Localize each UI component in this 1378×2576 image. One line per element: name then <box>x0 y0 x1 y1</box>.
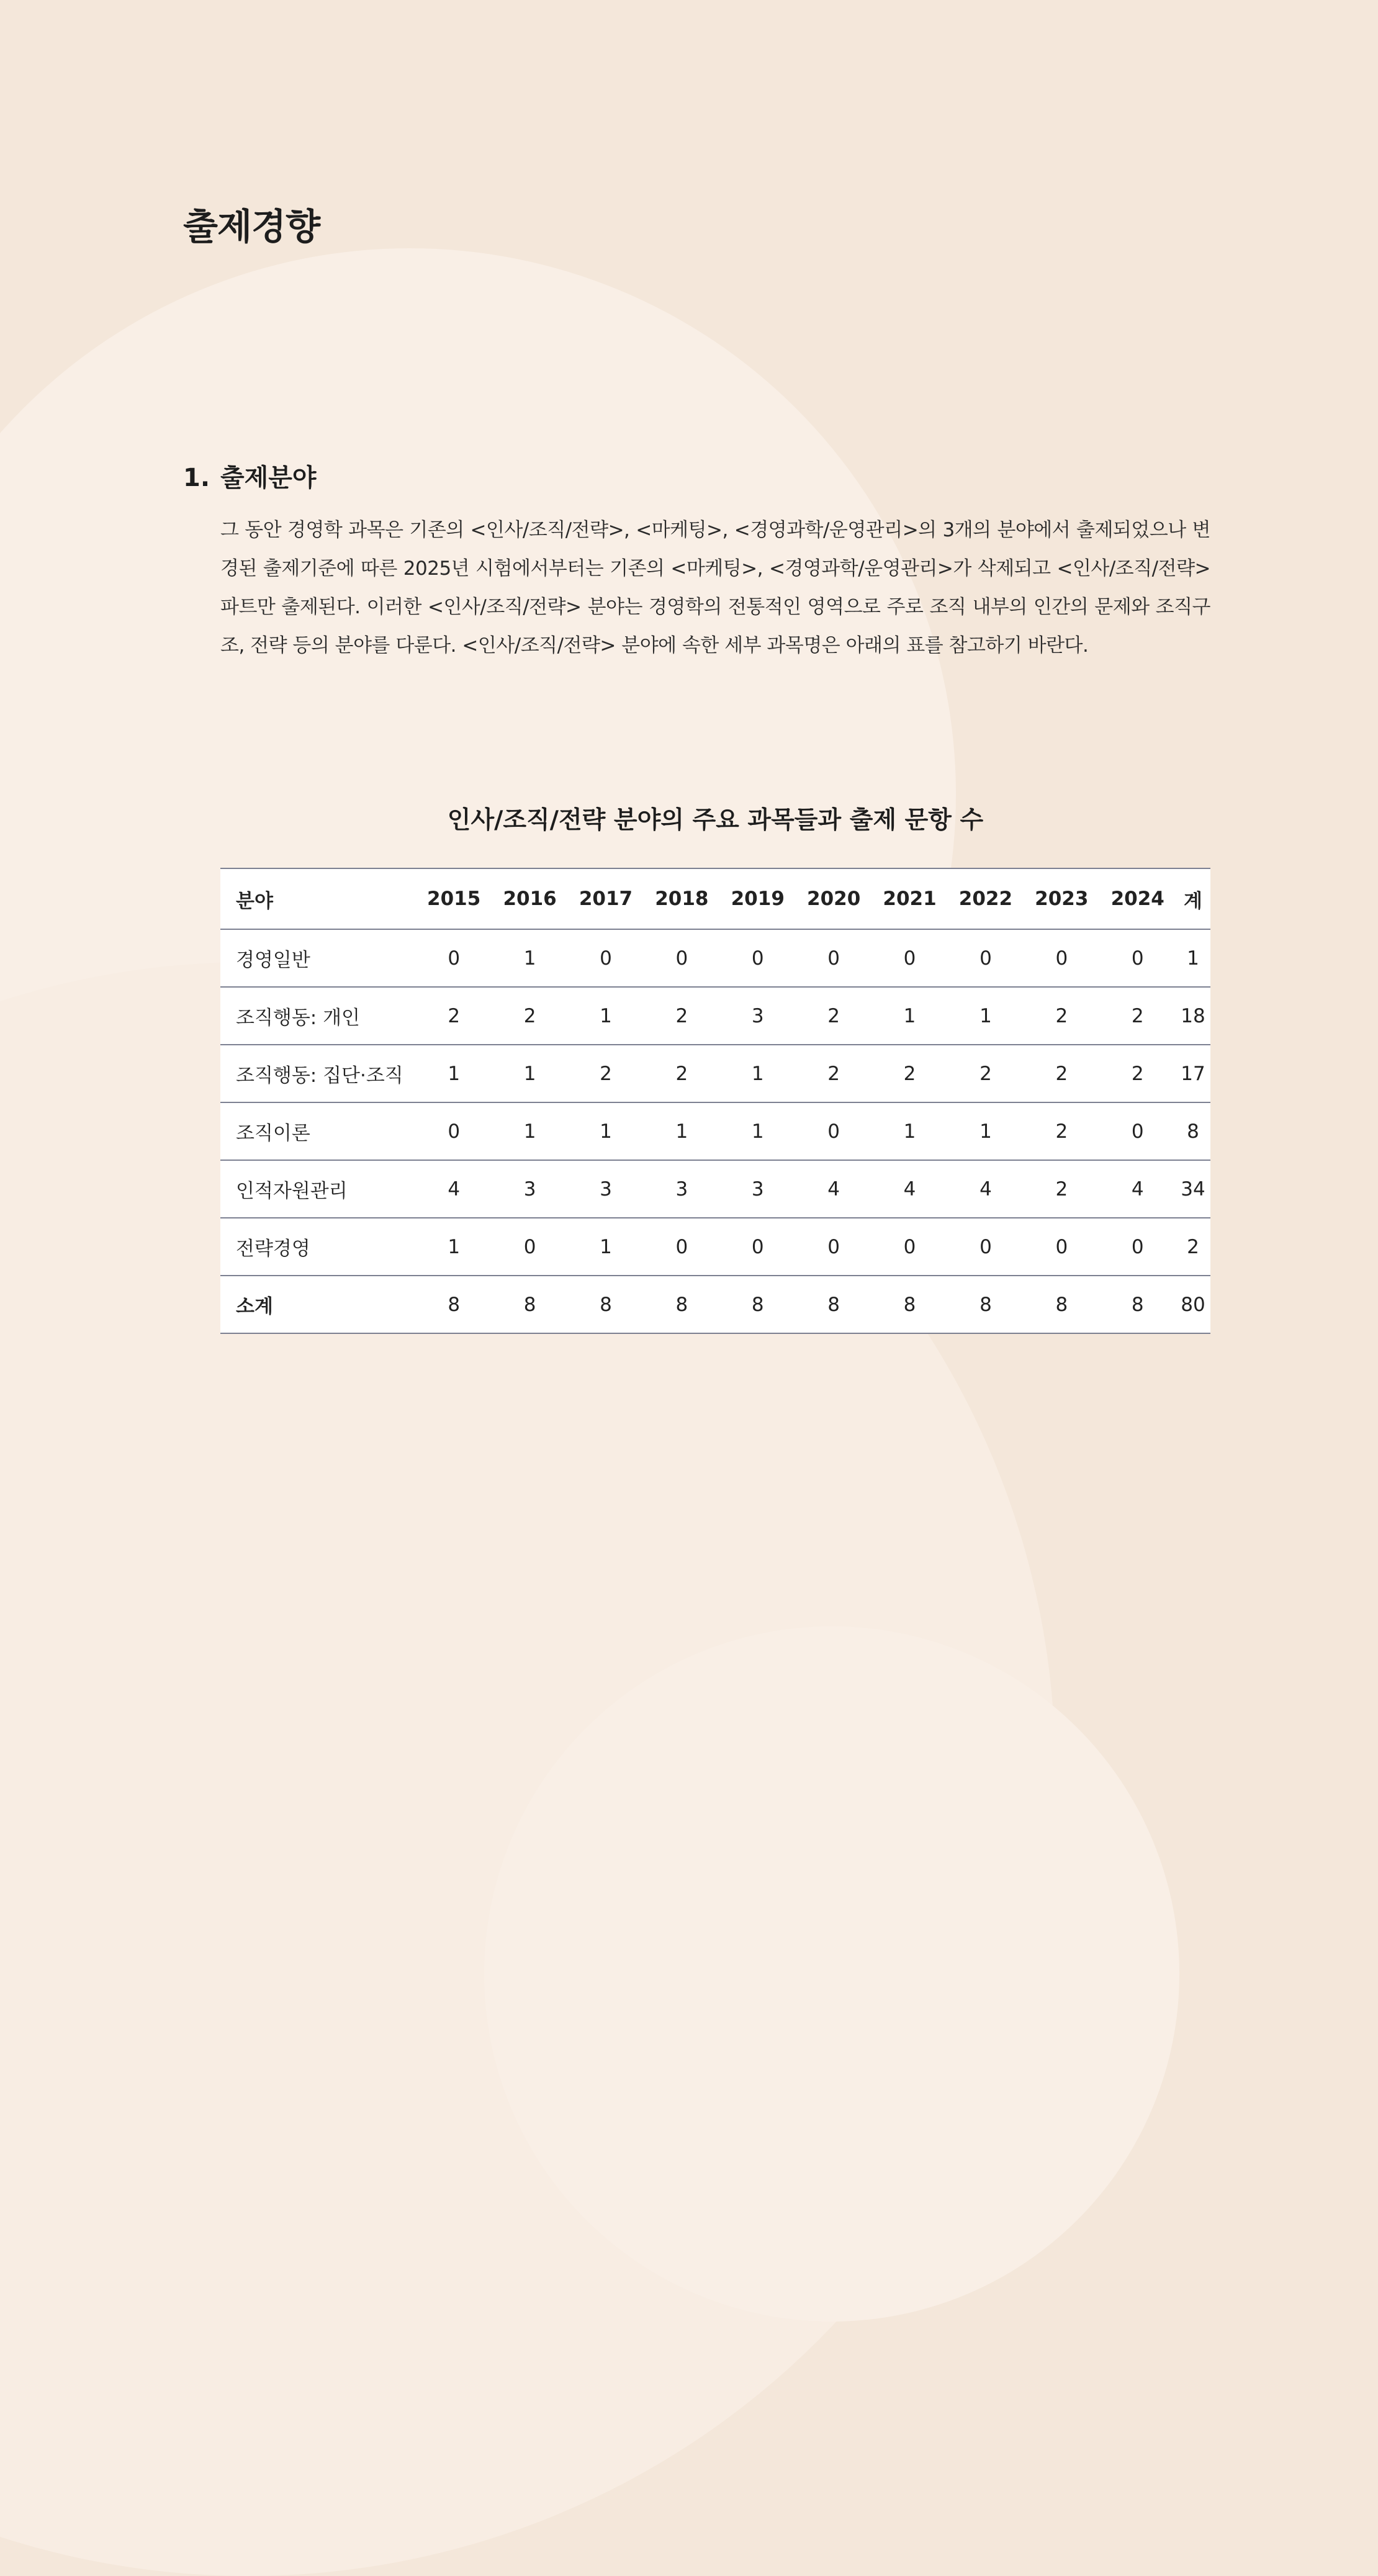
table-cell: 8 <box>871 1276 947 1333</box>
table-cell: 1 <box>644 1102 719 1160</box>
table-cell: 1 <box>568 1102 644 1160</box>
row-category: 인적자원관리 <box>220 1160 416 1218</box>
row-category: 전략경영 <box>220 1218 416 1276</box>
table-cell: 2 <box>1024 1102 1099 1160</box>
header-cell-year: 2022 <box>948 868 1024 929</box>
section-heading <box>183 458 317 493</box>
header-cell-year: 2016 <box>492 868 567 929</box>
table-body <box>220 929 1210 1333</box>
table-cell: 8 <box>948 1276 1024 1333</box>
table-cell: 0 <box>1100 929 1176 987</box>
row-category: 경영일반 <box>220 929 416 987</box>
table-cell: 0 <box>644 1218 719 1276</box>
header-cell-year: 2019 <box>720 868 796 929</box>
header-cell-total: 계 <box>1176 868 1210 929</box>
table-cell: 2 <box>871 1045 947 1102</box>
table-cell: 2 <box>416 987 492 1045</box>
row-category: 조직이론 <box>220 1102 416 1160</box>
section-paragraph: 그 동안 경영학 과목은 기존의 <인사/조직/전략>, <마케팅>, <경영과학/운영관리>의 3개의 분야에서 출제되었으나 변경된 출제기준에 따른 2025년 시험에서부터는 기존의 <마케팅>, <경영과학/운영관리>가 삭제되고 <인사/조직/전략> 파트만 출제된다. 이러한 <인사/조직/전략> 분야는 경영학의 전통적인 영역으로 주로 조직 내부의 인간의 문제와 조직구조, 전략 등의 분야를 다룬다. <인사/조직/전략> 분야에 속한 세부 과목명은 아래의 표를 참고하기 바란다. <box>220 519 1210 657</box>
table-cell: 3 <box>492 1160 567 1218</box>
header-cell-year: 2020 <box>796 868 871 929</box>
row-total: 8 <box>1176 1102 1210 1160</box>
header-cell-year: 2023 <box>1024 868 1099 929</box>
table-cell: 0 <box>1024 929 1099 987</box>
exam-stats-table <box>220 868 1210 1334</box>
table-cell: 8 <box>796 1276 871 1333</box>
table-cell: 4 <box>871 1160 947 1218</box>
table-cell: 3 <box>568 1160 644 1218</box>
table-cell: 2 <box>796 1045 871 1102</box>
subtotal-row <box>220 1276 1210 1333</box>
page-title: 출제경향 <box>183 205 320 248</box>
table-cell: 2 <box>1024 1045 1099 1102</box>
header-cell-year: 2015 <box>416 868 492 929</box>
table-row <box>220 987 1210 1045</box>
header-cell-category: 분야 <box>220 868 416 929</box>
table-cell: 1 <box>720 1045 796 1102</box>
table-cell: 0 <box>644 929 719 987</box>
row-total: 80 <box>1176 1276 1210 1333</box>
table-cell: 8 <box>720 1276 796 1333</box>
row-category: 소계 <box>220 1276 416 1333</box>
table-header <box>220 868 1210 929</box>
table-cell: 1 <box>568 1218 644 1276</box>
table-cell: 0 <box>416 1102 492 1160</box>
table-cell: 2 <box>644 1045 719 1102</box>
table-row <box>220 1045 1210 1102</box>
table-cell: 8 <box>416 1276 492 1333</box>
table-cell: 2 <box>948 1045 1024 1102</box>
table-cell: 2 <box>568 1045 644 1102</box>
table-cell: 0 <box>492 1218 567 1276</box>
table-cell: 2 <box>796 987 871 1045</box>
table-cell: 1 <box>720 1102 796 1160</box>
table-cell: 4 <box>1100 1160 1176 1218</box>
table-cell: 0 <box>871 1218 947 1276</box>
table-cell: 0 <box>948 929 1024 987</box>
table-cell: 8 <box>644 1276 719 1333</box>
table-cell: 4 <box>948 1160 1024 1218</box>
table-cell: 1 <box>948 1102 1024 1160</box>
table-cell: 1 <box>948 987 1024 1045</box>
table-cell: 8 <box>492 1276 567 1333</box>
table-cell: 8 <box>568 1276 644 1333</box>
table-cell: 8 <box>1100 1276 1176 1333</box>
table-row <box>220 1218 1210 1276</box>
table-cell: 2 <box>644 987 719 1045</box>
table-cell: 0 <box>1100 1218 1176 1276</box>
section-number: 1. <box>183 464 210 492</box>
table-row <box>220 1160 1210 1218</box>
table-cell: 4 <box>796 1160 871 1218</box>
table-cell: 4 <box>416 1160 492 1218</box>
table-cell: 1 <box>568 987 644 1045</box>
row-category: 조직행동: 집단·조직 <box>220 1045 416 1102</box>
table-cell: 0 <box>796 1102 871 1160</box>
table-cell: 1 <box>416 1218 492 1276</box>
row-total: 2 <box>1176 1218 1210 1276</box>
table-cell: 2 <box>1100 987 1176 1045</box>
table-cell: 2 <box>1100 1045 1176 1102</box>
table-cell: 1 <box>871 987 947 1045</box>
row-total: 34 <box>1176 1160 1210 1218</box>
table-cell: 0 <box>568 929 644 987</box>
table-cell: 1 <box>492 1102 567 1160</box>
table-cell: 0 <box>416 929 492 987</box>
row-total: 1 <box>1176 929 1210 987</box>
section-heading-text: 출제분야 <box>220 464 317 492</box>
table-cell: 0 <box>871 929 947 987</box>
table-cell: 0 <box>1100 1102 1176 1160</box>
table-cell: 3 <box>720 1160 796 1218</box>
table-cell: 1 <box>492 1045 567 1102</box>
table-cell: 1 <box>416 1045 492 1102</box>
header-cell-year: 2024 <box>1100 868 1176 929</box>
header-cell-year: 2021 <box>871 868 947 929</box>
table-cell: 3 <box>644 1160 719 1218</box>
table-cell: 1 <box>492 929 567 987</box>
row-category: 조직행동: 개인 <box>220 987 416 1045</box>
table-cell: 8 <box>1024 1276 1099 1333</box>
table-title: 인사/조직/전략 분야의 주요 과목들과 출제 문항 수 <box>447 806 984 834</box>
row-total: 17 <box>1176 1045 1210 1102</box>
table-cell: 0 <box>720 929 796 987</box>
table-cell: 3 <box>720 987 796 1045</box>
table-cell: 0 <box>796 929 871 987</box>
table-cell: 0 <box>1024 1218 1099 1276</box>
header-cell-year: 2017 <box>568 868 644 929</box>
table-row <box>220 1102 1210 1160</box>
table-cell: 2 <box>1024 1160 1099 1218</box>
table-cell: 0 <box>948 1218 1024 1276</box>
table-cell: 1 <box>871 1102 947 1160</box>
table-row <box>220 929 1210 987</box>
table-cell: 2 <box>1024 987 1099 1045</box>
table-cell: 2 <box>492 987 567 1045</box>
header-cell-year: 2018 <box>644 868 719 929</box>
row-total: 18 <box>1176 987 1210 1045</box>
table-cell: 0 <box>796 1218 871 1276</box>
header-row <box>220 868 1210 929</box>
table-cell: 0 <box>720 1218 796 1276</box>
